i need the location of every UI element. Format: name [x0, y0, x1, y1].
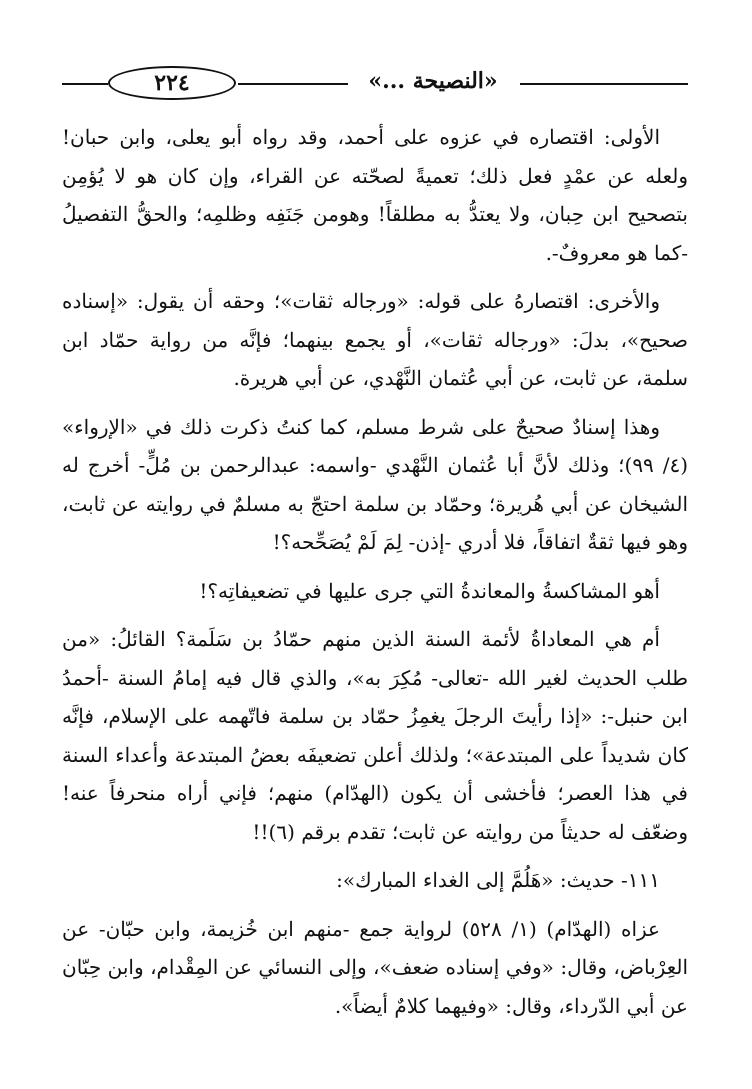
header-rule-left: [62, 83, 108, 85]
paragraph-question: أهو المشاكسةُ والمعاندةُ التي جرى عليها في تضعيفاتِه؟!: [199, 578, 660, 603]
header-rule-middle: [238, 83, 348, 85]
paragraph-attribution: عزاه (الهدّام) (١/ ٥٢٨) لرواية جمع -منهم ابن خُزيمة، وابن حبّان- عن العِرْباض، وقال: «وفي إسناده ضعف»، وإلى النسائي عن المِقْدام، وابن حِبّان عن أبي الدّرداء، وقال: «وفيهما كلامٌ أيضاً».: [62, 916, 688, 1018]
paragraph-isnad: وهذا إسنادٌ صحيحٌ على شرط مسلم، كما كنتُ ذكرت ذلك في «الإرواء» (٤/ ٩٩)؛ وذلك لأنَّ أبا عُثمان النَّهْدي -واسمه: عبدالرحمن بن مُلٍّ- أخرج له الشيخان عن أبي هُريرة؛ وحمّاد بن سلمة احتجّ به مسلمٌ في روايته عن ثابت، وهو فيها ثقةٌ اتفاقاً، فلا أدري -إذن- لِمَ لَمْ يُصَحِّحه؟!: [62, 414, 688, 554]
page-header: [62, 66, 688, 102]
running-title: «النصيحة ...»: [368, 68, 498, 94]
page-body: [62, 118, 688, 1035]
hadith-heading: ١١١- حديث: «هَلُمَّ إلى الغداء المبارك»:: [336, 868, 660, 892]
paragraph-hammad: أم هي المعاداةُ لأئمة السنة الذين منهم حمّادُ بن سَلَمة؟ القائلُ: «من طلب الحديث لغير الله -تعالى- مُكِرَ به»، والذي قال فيه إمامُ السنة -أحمدُ ابن حنبل-: «إذا رأيتَ الرجلَ يغمِزُ حمّاد بن سلمة فاتّهمه على الإسلام، فإنَّه كان شديداً على المبتدعة»؛ ولذلك أعلن تضعيفَه بعضُ المبتدعة وأعداء السنة في هذا العصر؛ فأخشى أن يكون (الهدّام) منهم؛ فإني أراه منحرفاً عنه! وضعّف له حديثاً من روايته عن ثابت؛ تقدم برقم (٦)!!: [62, 627, 688, 844]
paragraph-first-remark: الأولى: اقتصاره في عزوه على أحمد، وقد رواه أبو يعلى، وابن حبان! ولعله عن عمْدٍ فعل ذلك؛ تعميةً لصحّته عن القراء، وإن كان هو لا يُؤمِن بتصحيح ابن حِبان، ولا يعتدُّ به مطلقاً! وهومن جَنَفِه وظلمِه؛ والحقُّ التفصيلُ -كما هو معروفٌ-.: [62, 125, 688, 265]
header-rule-right: [520, 83, 688, 85]
page-number: ٢٢٤: [108, 66, 236, 100]
paragraph-second-remark: والأخرى: اقتصارهُ على قوله: «ورجاله ثقات»؛ وحقه أن يقول: «إسناده صحيح»، بدلَ: «ورجاله ثقات»، أو يجمع بينهما؛ فإنَّه من رواية حمّاد ابن سلمة، عن ثابت، عن أبي عُثمان النَّهْدي، عن أبي هريرة.: [62, 289, 688, 390]
